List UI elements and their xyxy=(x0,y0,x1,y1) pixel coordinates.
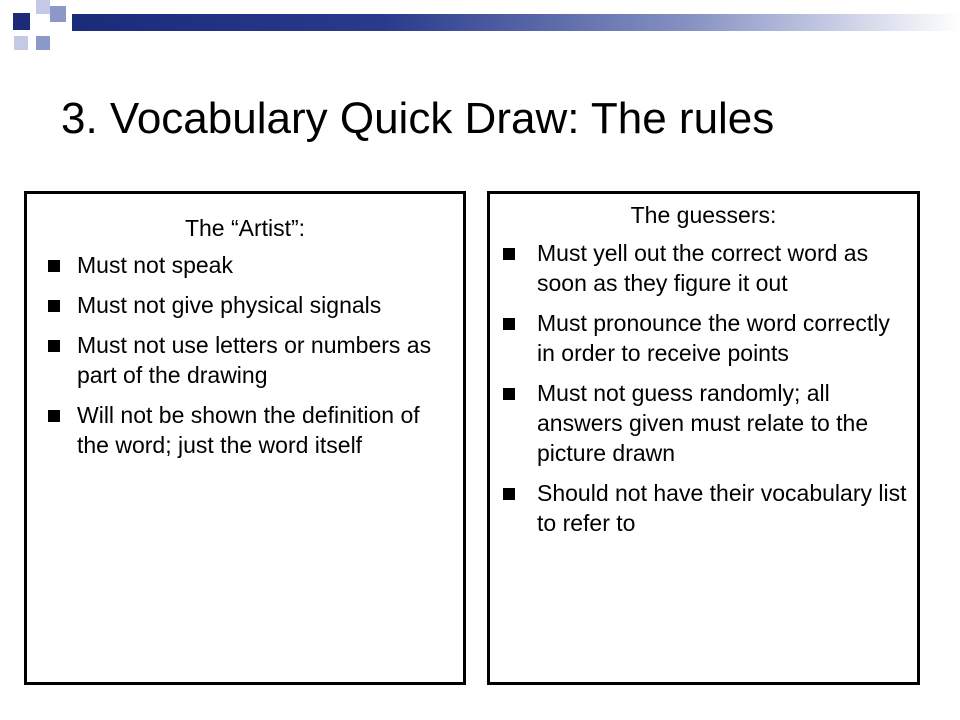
rule-text: Must not guess randomly; all answers given must relate to the picture drawn xyxy=(537,380,869,466)
rule-text: Must not give physical signals xyxy=(77,292,382,318)
list-item xyxy=(27,250,463,280)
artist-heading: The “Artist”: xyxy=(184,215,306,241)
list-item xyxy=(490,478,917,538)
rule-text: Must not use letters or numbers as part of the drawing xyxy=(77,332,432,388)
rule-text: Must pronounce the word correctly in order to receive points xyxy=(537,310,890,366)
list-item xyxy=(490,378,917,468)
list-item xyxy=(27,290,463,320)
rule-text: Should not have their vocabulary list to refer to xyxy=(537,480,907,536)
square-bullet-icon xyxy=(503,388,515,400)
list-item xyxy=(490,238,917,298)
header-gradient-bar xyxy=(72,14,960,31)
guessers-rules-box xyxy=(487,191,920,685)
list-item xyxy=(490,308,917,368)
rule-text: Must yell out the correct word as soon as they figure it out xyxy=(537,240,869,296)
header-square-mid xyxy=(50,6,66,22)
square-bullet-icon xyxy=(48,260,60,272)
rule-text: Will not be shown the definition of the word; just the word itself xyxy=(77,402,420,458)
square-bullet-icon xyxy=(503,488,515,500)
guessers-heading: The guessers: xyxy=(630,202,777,228)
header-square-dark xyxy=(13,13,30,30)
guessers-rules-list xyxy=(490,238,917,538)
header-square-light xyxy=(36,0,50,14)
list-item xyxy=(27,330,463,390)
square-bullet-icon xyxy=(503,318,515,330)
header-square-mid-2 xyxy=(36,36,50,50)
artist-rules-box xyxy=(24,191,466,685)
rule-text: Must not speak xyxy=(77,252,233,278)
header-square-light-2 xyxy=(14,36,28,50)
square-bullet-icon xyxy=(48,410,60,422)
square-bullet-icon xyxy=(48,340,60,352)
square-bullet-icon xyxy=(503,248,515,260)
slide-title: 3. Vocabulary Quick Draw: The rules xyxy=(61,94,775,143)
square-bullet-icon xyxy=(48,300,60,312)
list-item xyxy=(27,400,463,460)
artist-rules-list xyxy=(27,250,463,460)
